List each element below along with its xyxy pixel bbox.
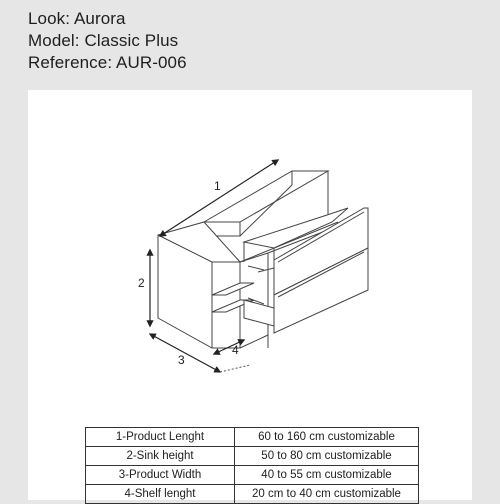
table-row <box>86 466 419 485</box>
dim-label-4: 4 <box>232 343 239 357</box>
look-title: Look: Aurora <box>28 9 126 28</box>
table-row <box>86 428 419 447</box>
spec-value: 40 to 55 cm customizable <box>235 466 419 485</box>
drawing-panel <box>28 90 472 500</box>
spec-label: 2-Sink height <box>86 447 235 466</box>
spec-value: 20 cm to 40 cm customizable <box>235 485 419 504</box>
dim-label-3: 3 <box>178 353 185 367</box>
table-row <box>86 447 419 466</box>
model-title: Model: Classic Plus <box>28 31 179 50</box>
table-row <box>86 485 419 504</box>
dim-3-extension <box>220 365 250 372</box>
dim-label-2: 2 <box>138 276 145 290</box>
reference-title: Reference: AUR-006 <box>28 53 187 72</box>
dim-label-1: 1 <box>214 179 221 193</box>
header <box>28 8 187 74</box>
spec-value: 50 to 80 cm customizable <box>235 447 419 466</box>
spec-label: 3-Product Width <box>86 466 235 485</box>
specs-table <box>85 427 419 504</box>
spec-label: 4-Shelf lenght <box>86 485 235 504</box>
cabinet-body <box>158 171 368 348</box>
spec-label: 1-Product Lenght <box>86 428 235 447</box>
spec-value: 60 to 160 cm customizable <box>235 428 419 447</box>
cabinet-drawing <box>28 90 472 390</box>
